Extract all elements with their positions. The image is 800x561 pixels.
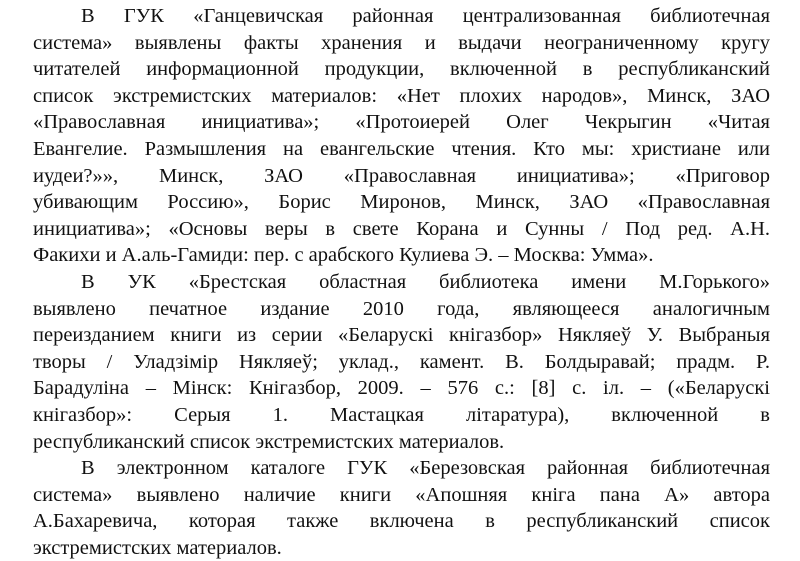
text-line: система» выявлены факты хранения и выдачи неограниченному кругу <box>33 31 770 54</box>
text-line: иудеи?»», Минск, ЗАО «Православная инициатива»; «Приговор <box>33 164 770 187</box>
text-line: убивающим Россию», Борис Миронов, Минск, ЗАО «Православная <box>33 191 770 214</box>
paragraph-berezovka <box>33 455 770 561</box>
text-line: список экстремистских материалов: «Нет плохих народов», Минск, ЗАО <box>33 84 770 107</box>
text-line: «Православная инициатива»; «Протоиерей Олег Чекрыгин «Читая <box>33 111 770 134</box>
text-line: творы / Уладзімір Някляеў; уклад., камент. В. Болдыравай; прадм. Р. <box>33 350 770 373</box>
text-line: В ГУК «Ганцевичская районная централизованная библиотечная <box>81 5 770 27</box>
text-line: республиканский список экстремистских материалов. <box>33 430 505 453</box>
text-line: Евангелие. Размышления на евангельские чтения. Кто мы: христиане или <box>33 137 770 160</box>
paragraph-brest <box>33 269 770 455</box>
text-line: В электронном каталоге ГУК «Березовская районная библиотечная <box>81 457 770 480</box>
text-line: инициатива»; «Основы веры в свете Корана и Сунны / Под ред. А.Н. <box>33 217 770 240</box>
text-line: система» выявлено наличие книги «Апошняя кніга пана А» автора <box>33 483 770 506</box>
text-line: В УК «Брестская областная библиотека имени М.Горького» <box>81 270 770 293</box>
text-line: экстремистских материалов. <box>33 536 282 559</box>
text-line: выявлено печатное издание 2010 года, являющееся аналогичным <box>33 297 770 320</box>
text-line: переизданием книги из серии «Беларускі кнігазбор» Някляеў У. Выбраныя <box>33 324 770 347</box>
text-line: Факихи и А.аль-Гамиди: пер. с арабского Кулиева Э. – Москва: Умма». <box>33 244 654 267</box>
text-line: А.Бахаревича, которая также включена в республиканский список <box>33 510 770 533</box>
paragraph-gantsevichi <box>33 3 770 269</box>
text-line: кнігазбор»: Серыя 1. Мастацкая літаратура), включенной в <box>33 403 770 426</box>
text-line: читателей информационной продукции, включенной в республиканский <box>33 58 770 81</box>
text-line: Барадуліна – Мінск: Кнігазбор, 2009. – 576 с.: [8] с. іл. – («Беларускі <box>33 377 770 400</box>
